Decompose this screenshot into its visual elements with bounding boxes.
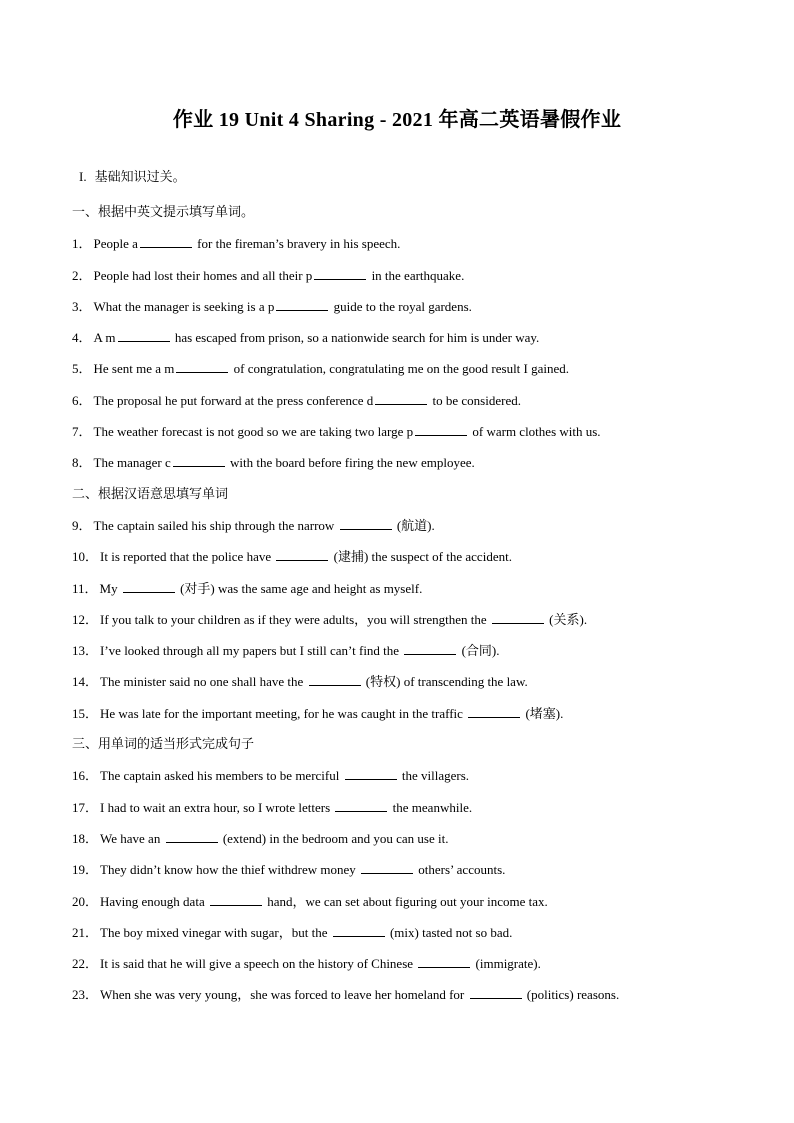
answer-blank[interactable] bbox=[335, 797, 387, 812]
question-text-after: (对手) was the same age and height as myself. bbox=[176, 580, 423, 596]
question-text-after: (mix) tasted not so bad. bbox=[386, 924, 513, 940]
question-item bbox=[72, 921, 772, 952]
answer-blank[interactable] bbox=[404, 640, 456, 655]
question-text-after: for the fireman’s bravery in his speech. bbox=[193, 236, 401, 252]
question-item bbox=[72, 764, 772, 795]
question-item bbox=[72, 608, 772, 639]
section-heading: 二、根据汉语意思填写单词 bbox=[72, 486, 229, 502]
question-text-before: They didn’t know how the thief withdrew money bbox=[100, 862, 360, 878]
section-heading: 三、用单词的适当形式完成句子 bbox=[72, 737, 255, 753]
answer-blank[interactable] bbox=[123, 578, 175, 593]
question-number: 15． bbox=[72, 705, 99, 721]
question-text-after: hand，we can set about figuring out your income tax. bbox=[263, 893, 548, 909]
question-text-before: He was late for the important meeting, for he was caught in the traffic bbox=[100, 705, 467, 721]
question-text-before: The proposal he put forward at the press conference d bbox=[93, 392, 374, 408]
question-text-after: others’ accounts. bbox=[415, 862, 506, 878]
answer-blank[interactable] bbox=[468, 703, 520, 718]
question-item bbox=[72, 796, 772, 827]
question-text-after: (extend) in the bedroom and you can use it. bbox=[219, 830, 449, 846]
question-number: 4． bbox=[72, 330, 92, 346]
question-item bbox=[72, 389, 772, 420]
question-text-after: guide to the royal gardens. bbox=[330, 298, 472, 314]
question-text-after: (合同). bbox=[458, 643, 500, 659]
question-item bbox=[72, 983, 772, 1014]
question-item bbox=[72, 357, 772, 388]
question-number: 5． bbox=[72, 361, 92, 377]
question-text-after: (politics) reasons. bbox=[523, 987, 620, 1003]
question-text-before: Having enough data bbox=[100, 893, 208, 909]
question-item bbox=[72, 232, 772, 263]
question-number: 6． bbox=[72, 392, 92, 408]
answer-blank[interactable] bbox=[333, 922, 385, 937]
answer-blank[interactable] bbox=[176, 358, 228, 373]
question-number: 20． bbox=[72, 893, 99, 909]
answer-blank[interactable] bbox=[166, 828, 218, 843]
answer-blank[interactable] bbox=[340, 515, 392, 530]
answer-blank[interactable] bbox=[173, 452, 225, 467]
question-text-before: People had lost their homes and all their p bbox=[93, 267, 313, 283]
question-text-before: The weather forecast is not good so we are taking two large p bbox=[93, 424, 414, 440]
question-item bbox=[72, 890, 772, 921]
page-title: 作业 19 Unit 4 Sharing - 2021 年高二英语暑假作业 bbox=[172, 109, 622, 131]
question-number: 9． bbox=[72, 517, 92, 533]
question-text-after: in the earthquake. bbox=[368, 267, 465, 283]
question-item bbox=[72, 545, 772, 576]
question-item bbox=[72, 827, 772, 858]
question-number: 22． bbox=[72, 956, 99, 972]
answer-blank[interactable] bbox=[415, 421, 467, 436]
question-text-before: If you talk to your children as if they were adults，you will strengthen the bbox=[100, 611, 490, 627]
question-text-after: (特权) of transcending the law. bbox=[362, 674, 528, 690]
question-number: 19． bbox=[72, 862, 99, 878]
question-text-after: with the board before firing the new employee. bbox=[226, 455, 475, 471]
answer-blank[interactable] bbox=[314, 265, 366, 280]
question-item bbox=[72, 577, 772, 608]
exercise-content bbox=[72, 201, 772, 1015]
question-text-before: The boy mixed vinegar with sugar，but the bbox=[100, 924, 331, 940]
question-text-before: The minister said no one shall have the bbox=[100, 674, 307, 690]
question-text-before: The captain sailed his ship through the narrow bbox=[93, 517, 338, 533]
question-text-before: When she was very young，she was forced to leave her homeland for bbox=[100, 987, 468, 1003]
question-item bbox=[72, 702, 772, 733]
question-item bbox=[72, 264, 772, 295]
question-number: 11． bbox=[72, 580, 98, 596]
question-number: 17． bbox=[72, 799, 99, 815]
question-text-after: (航道). bbox=[393, 517, 435, 533]
question-text-before: My bbox=[99, 580, 121, 596]
answer-blank[interactable] bbox=[375, 390, 427, 405]
answer-blank[interactable] bbox=[276, 296, 328, 311]
question-number: 1． bbox=[72, 236, 92, 252]
question-item bbox=[72, 420, 772, 451]
question-number: 3． bbox=[72, 298, 92, 314]
question-item bbox=[72, 639, 772, 670]
question-item bbox=[72, 326, 772, 357]
question-text-after: (immigrate). bbox=[472, 956, 541, 972]
question-item bbox=[72, 451, 772, 482]
question-text-before: People a bbox=[93, 236, 138, 252]
question-text-before: It is said that he will give a speech on the history of Chinese bbox=[100, 956, 417, 972]
question-number: 21． bbox=[72, 924, 99, 940]
question-number: 10． bbox=[72, 549, 99, 565]
question-text-before: We have an bbox=[100, 830, 164, 846]
question-number: 18． bbox=[72, 830, 99, 846]
question-text-after: the villagers. bbox=[398, 768, 470, 784]
answer-blank[interactable] bbox=[492, 609, 544, 624]
question-text-before: A m bbox=[93, 330, 116, 346]
question-number: 13． bbox=[72, 643, 99, 659]
question-item bbox=[72, 514, 772, 545]
intro-roman-numeral: I. bbox=[79, 169, 87, 184]
question-item bbox=[72, 670, 772, 701]
question-item bbox=[72, 858, 772, 889]
answer-blank[interactable] bbox=[309, 671, 361, 686]
section-heading: 一、根据中英文提示填写单词。 bbox=[72, 205, 255, 220]
question-text-before: I’ve looked through all my papers but I still can’t find the bbox=[100, 643, 403, 659]
question-text-after: of warm clothes with us. bbox=[469, 424, 601, 440]
question-text-before: I had to wait an extra hour, so I wrote letters bbox=[100, 799, 334, 815]
question-text-after: the meanwhile. bbox=[389, 799, 473, 815]
answer-blank[interactable] bbox=[361, 859, 413, 874]
question-text-after: to be considered. bbox=[429, 392, 521, 408]
intro-line bbox=[79, 166, 186, 185]
question-number: 8． bbox=[72, 455, 92, 471]
answer-blank[interactable] bbox=[210, 891, 262, 906]
answer-blank[interactable] bbox=[470, 984, 522, 999]
question-number: 12． bbox=[72, 611, 99, 627]
question-item bbox=[72, 295, 772, 326]
question-item bbox=[72, 952, 772, 983]
question-number: 23． bbox=[72, 987, 99, 1003]
question-text-before: It is reported that the police have bbox=[100, 549, 275, 565]
answer-blank[interactable] bbox=[345, 765, 397, 780]
question-text-after: (逮捕) the suspect of the accident. bbox=[330, 549, 512, 565]
question-number: 14． bbox=[72, 674, 99, 690]
question-text-before: He sent me a m bbox=[93, 361, 175, 377]
answer-blank[interactable] bbox=[418, 953, 470, 968]
question-number: 2． bbox=[72, 267, 92, 283]
question-text-after: of congratulation, congratulating me on the good result I gained. bbox=[230, 361, 570, 377]
intro-text: 基础知识过关。 bbox=[94, 169, 186, 184]
question-text-after: (堵塞). bbox=[522, 705, 564, 721]
question-text-before: The manager c bbox=[93, 455, 171, 471]
answer-blank[interactable] bbox=[276, 546, 328, 561]
question-text-after: has escaped from prison, so a nationwide search for him is under way. bbox=[171, 330, 540, 346]
answer-blank[interactable] bbox=[118, 327, 170, 342]
question-text-after: (关系). bbox=[545, 611, 588, 627]
question-text-before: The captain asked his members to be merciful bbox=[100, 768, 343, 784]
question-number: 7． bbox=[72, 424, 92, 440]
question-number: 16． bbox=[72, 768, 99, 784]
answer-blank[interactable] bbox=[140, 233, 192, 248]
question-text-before: What the manager is seeking is a p bbox=[93, 298, 275, 314]
